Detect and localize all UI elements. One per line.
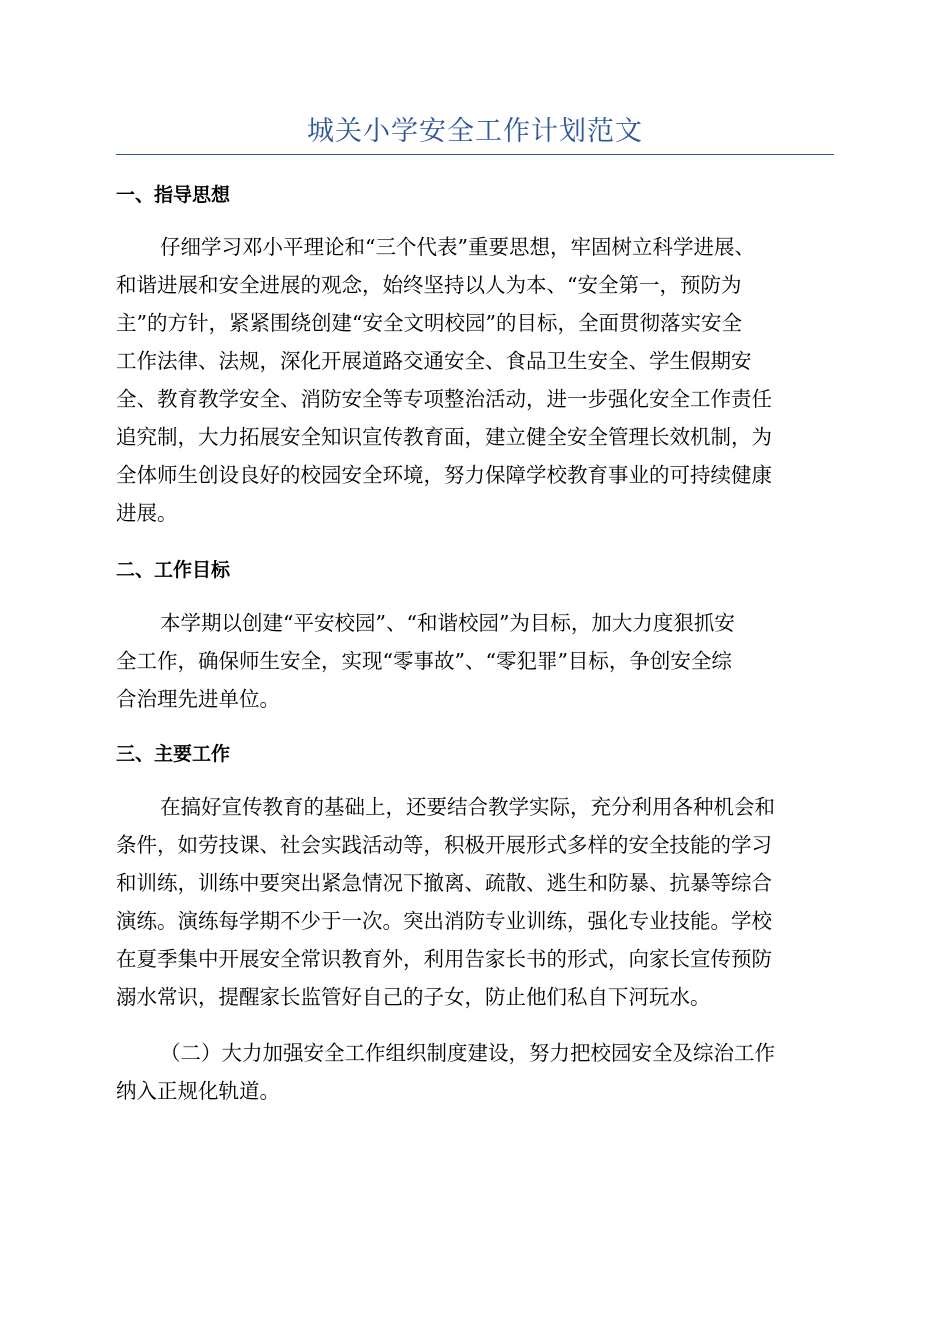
paragraph-line: 溺水常识，提醒家长监管好自己的子女，防止他们私自下河玩水。: [116, 985, 711, 1009]
title-underline: [116, 154, 834, 155]
section-paragraph-2: [116, 604, 834, 718]
paragraph-line: 仔细学习邓小平理论和“三个代表”重要思想，牢固树立科学进展、: [160, 235, 755, 259]
paragraph-line: 演练。演练每学期不少于一次。突出消防专业训练，强化专业技能。学校: [116, 909, 772, 933]
paragraph-line: 全体师生创设良好的校园安全环境，努力保障学校教育事业的可持续健康: [116, 463, 772, 487]
paragraph-line: 条件，如劳技课、社会实践活动等，积极开展形式多样的安全技能的学习: [116, 833, 772, 857]
paragraph-line: 主”的方针，紧紧围绕创建“安全文明校园”的目标，全面贯彻落实安全: [116, 311, 742, 335]
paragraph-line: 追究制，大力拓展安全知识宣传教育面，建立健全安全管理长效机制，为: [116, 425, 772, 449]
section-heading-3: 三、主要工作: [116, 743, 231, 765]
section-heading-1: 一、指导思想: [116, 184, 231, 206]
section-paragraph-3b: [116, 1034, 834, 1110]
paragraph-line: 在搞好宣传教育的基础上，还要结合教学实际，充分利用各种机会和: [160, 795, 775, 819]
paragraph-line: 工作法律、法规，深化开展道路交通安全、食品卫生安全、学生假期安: [116, 349, 752, 373]
paragraph-line: 在夏季集中开展安全常识教育外，利用告家长书的形式，向家长宣传预防: [116, 947, 772, 971]
paragraph-line: 进展。: [116, 501, 178, 525]
paragraph-line: 全、教育教学安全、消防安全等专项整治活动，进一步强化安全工作责任: [116, 387, 772, 411]
paragraph-line: 和训练，训练中要突出紧急情况下撤离、疏散、逃生和防暴、抗暴等综合: [116, 871, 772, 895]
page-title: 城关小学安全工作计划范文: [307, 116, 643, 147]
paragraph-line: 和谐进展和安全进展的观念，始终坚持以人为本、“安全第一，预防为: [116, 273, 742, 297]
paragraph-line: 本学期以创建“平安校园”、“和谐校园”为目标，加大力度狠抓安: [160, 611, 735, 635]
section-paragraph-3: [116, 788, 834, 1016]
paragraph-line: 纳入正规化轨道。: [116, 1079, 280, 1103]
paragraph-line: （二）大力加强安全工作组织制度建设，努力把校园安全及综治工作: [160, 1041, 775, 1065]
paragraph-line: 合治理先进单位。: [116, 687, 280, 711]
paragraph-line: 全工作，确保师生安全，实现“零事故”、“零犯罪”目标，争创安全综: [116, 649, 732, 673]
section-heading-2: 二、工作目标: [116, 559, 231, 581]
section-paragraph-1: [116, 228, 834, 532]
